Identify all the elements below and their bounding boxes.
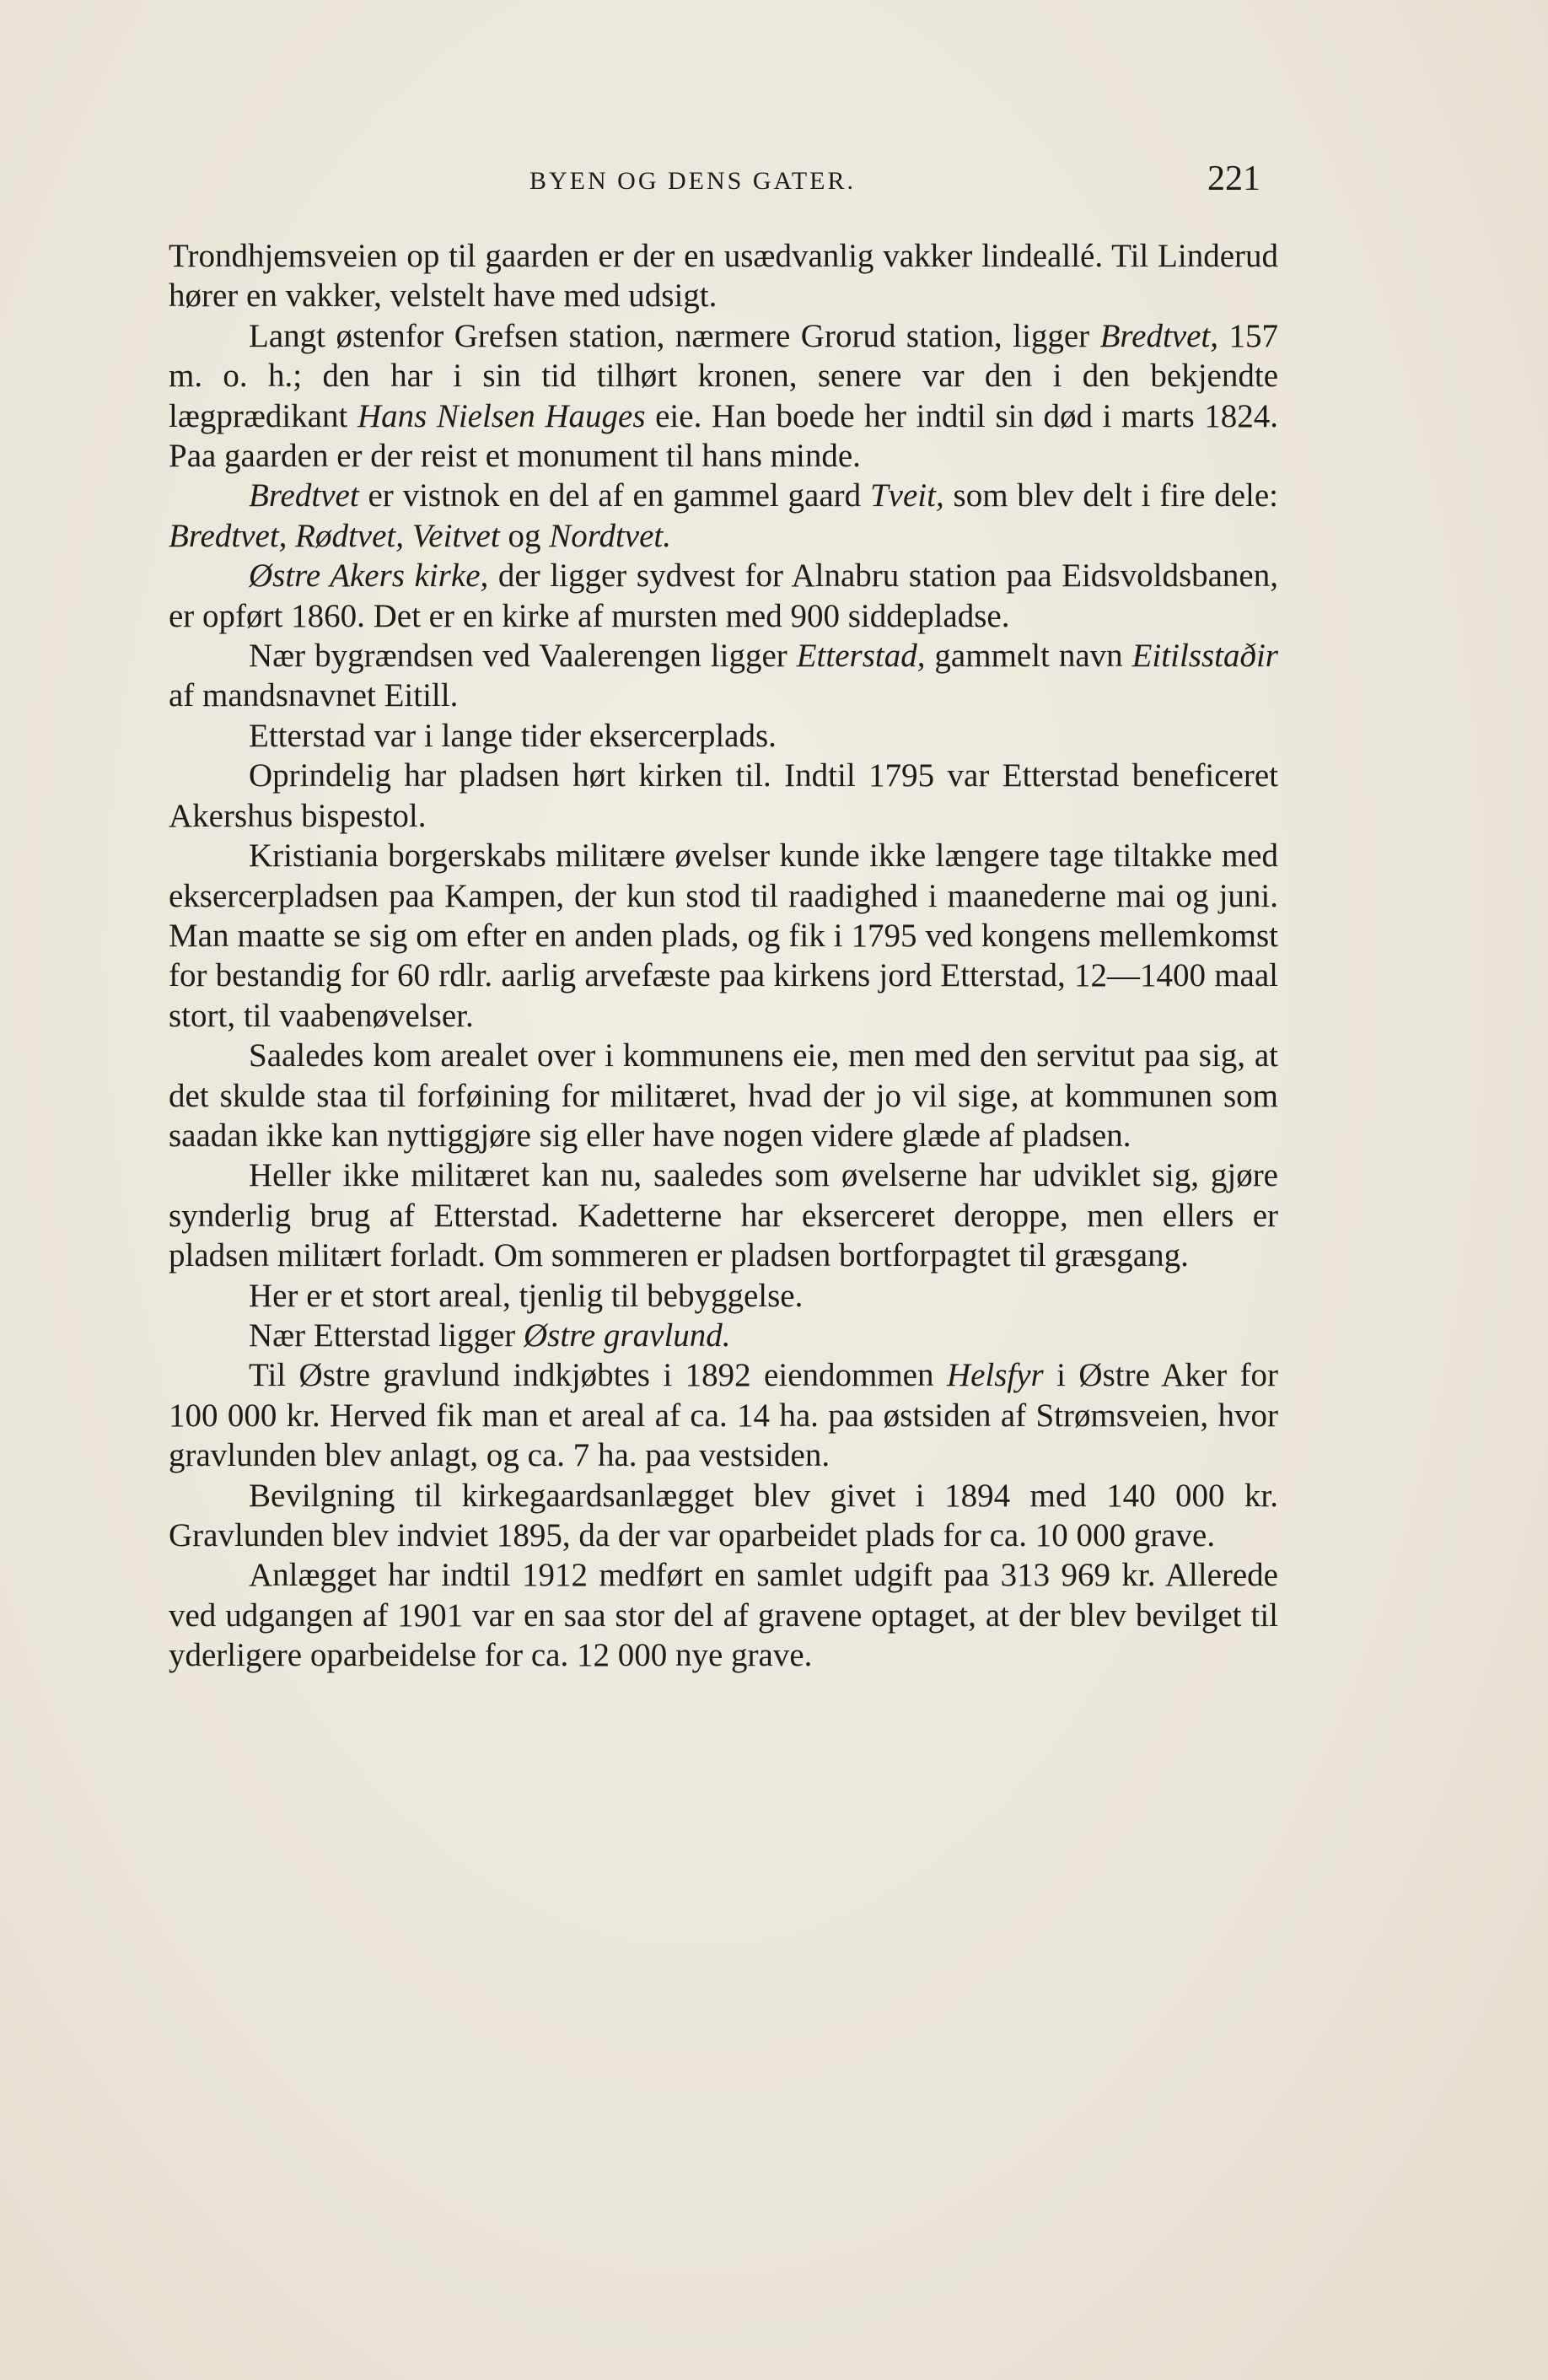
text-run: Etterstad var i lange tider eksercerplads.: [249, 717, 777, 754]
italic-text: Østre gravlund.: [524, 1317, 731, 1354]
italic-text: Østre Akers kirke,: [249, 557, 489, 595]
italic-text: Nordtvet.: [549, 517, 672, 554]
text-run: Til Østre gravlund indkjøbtes i 1892 eiendommen: [249, 1357, 947, 1394]
italic-text: Bredtvet, Rødtvet, Veitvet: [169, 517, 500, 554]
text-run: i Østre Aker for 100 000 kr. Herved fik man et areal af ca. 14 ha. paa østsiden af Strømsveien, hvor gravlunden blev anlagt, og ca. 7 ha. paa vestsiden.: [169, 1357, 1278, 1474]
paragraph: [169, 1476, 1278, 1556]
text-run: eie. Han boede her indtil sin død i marts 1824. Paa gaarden er der reist et monument til hans minde.: [169, 397, 1278, 475]
text-run: der ligger sydvest for Alnabru station paa Eidsvoldsbanen, er opført 1860. Det er en kirke af mursten med 900 siddepladse.: [169, 557, 1278, 634]
text-run: Nær Etterstad ligger: [249, 1317, 524, 1354]
text-run: Bevilgning til kirkegaardsanlægget blev givet i 1894 med 140 000 kr. Gravlunden blev indviet 1895, da der var oparbeidet plads for ca. 10 000 grave.: [169, 1477, 1278, 1553]
body-text: [169, 236, 1278, 1676]
paragraph: [169, 316, 1278, 477]
text-run: 157 m. o. h.; den har i sin tid tilhørt kronen, senere var den i den bekjendte lægprædikant: [169, 317, 1278, 434]
page-number: 221: [1207, 159, 1260, 198]
italic-text: Hans Nielsen Hauges: [357, 397, 646, 434]
paragraph: [169, 836, 1278, 1036]
text-run: som blev delt i fire dele:: [943, 477, 1278, 514]
paragraph: [169, 1036, 1278, 1155]
italic-text: Eitilsstaðir: [1131, 638, 1278, 675]
paragraph: [169, 716, 1278, 756]
text-run: Kristiania borgerskabs militære øvelser kunde ikke længere tage tiltakke med eksercerpladsen paa Kampen, der kun stod til raadighed i maanederne mai og juni. Man maatte se sig om efter en anden plads, og fik i 1795 ved kongens mellemkomst for bestandig for 60 rdlr. aarlig arvefæste paa kirkens jord Etterstad, 12—1400 maal stort, til vaabenøvelser.: [169, 837, 1278, 1034]
paragraph: [169, 236, 1278, 316]
running-title: BYEN OG DENS GATER.: [529, 167, 856, 195]
text-run: af mandsnavnet Eitill.: [169, 677, 459, 714]
text-run: Her er et stort areal, tjenlig til bebyggelse.: [249, 1277, 804, 1314]
paragraph: [169, 1355, 1278, 1475]
text-run: Saaledes kom arealet over i kommunens eie, men med den servitut paa sig, at det skulde staa til forføining for militæret, hvad der jo vil sige, at kommunen som saadan ikke kan nyttiggjøre sig eller have nogen videre glæde af pladsen.: [169, 1037, 1278, 1154]
paragraph: [169, 476, 1278, 556]
text-run: Nær bygrændsen ved Vaalerengen ligger: [249, 638, 797, 675]
italic-text: Helsfyr: [946, 1357, 1044, 1394]
italic-text: Bredtvet,: [1099, 317, 1219, 354]
text-run: Heller ikke militæret kan nu, saaledes som øvelserne har udviklet sig, gjøre synderlig brug af Etterstad. Kadetterne har ekserceret deroppe, men ellers er pladsen militært forladt. Om sommeren er pladsen bortforpagtet til græsgang.: [169, 1157, 1278, 1274]
paragraph: [169, 556, 1278, 636]
page-header: [0, 159, 1548, 209]
text-run: Oprindelig har pladsen hørt kirken til. Indtil 1795 var Etterstad beneficeret Akershus bispestol.: [169, 757, 1278, 834]
paragraph: [169, 1155, 1278, 1275]
paragraph: [169, 1316, 1278, 1355]
paragraph: [169, 636, 1278, 716]
text-run: Langt østenfor Grefsen station, nærmere Grorud station, ligger: [249, 317, 1100, 354]
italic-text: Tveit,: [869, 477, 944, 514]
italic-text: Etterstad,: [796, 638, 926, 675]
paragraph: [169, 1276, 1278, 1316]
text-run: er vistnok en del af en gammel gaard: [358, 477, 870, 514]
text-run: gammelt navn: [925, 638, 1132, 675]
paragraph: [169, 1555, 1278, 1675]
paragraph: [169, 756, 1278, 836]
italic-text: Bredtvet: [249, 477, 359, 514]
text-run: Anlægget har indtil 1912 medført en samlet udgift paa 313 969 kr. Allerede ved udgangen af 1901 var en saa stor del af gravene optaget, at der blev bevilget til yderligere oparbeidelse for ca. 12 000 nye grave.: [169, 1557, 1278, 1674]
text-run: Trondhjemsveien op til gaarden er der en usædvanlig vakker lindeallé. Til Linderud hører en vakker, velstelt have med udsigt.: [169, 238, 1278, 315]
text-run: og: [499, 517, 550, 554]
